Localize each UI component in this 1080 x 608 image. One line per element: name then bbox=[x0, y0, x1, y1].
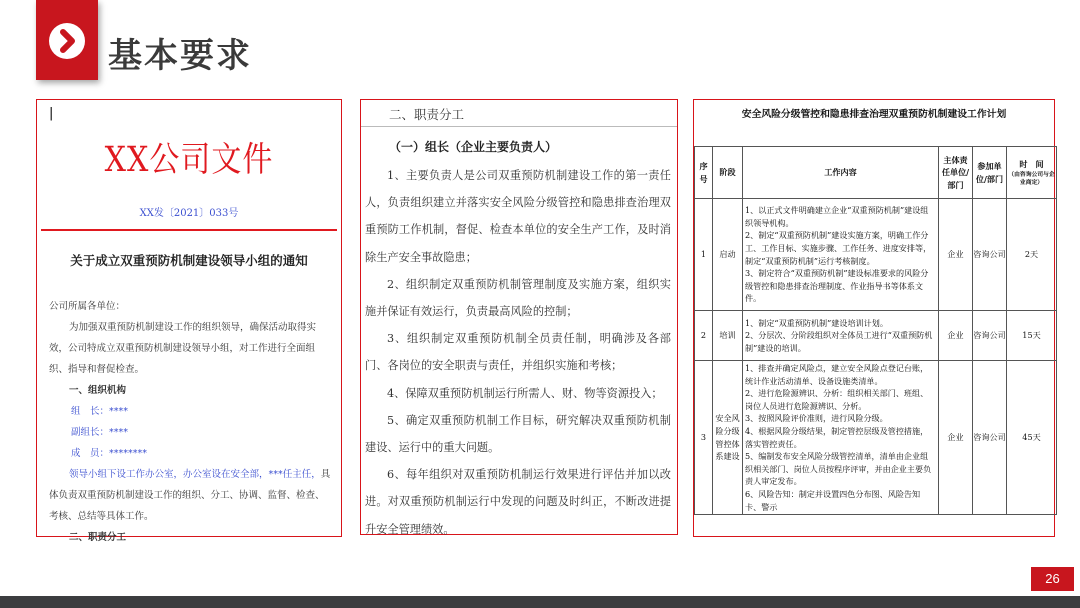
content-line: 3、制定符合“双重预防机制”建设标准要求的风险分级管控和隐患排查治理制度、作业指导书等体系文件。 bbox=[745, 268, 929, 304]
work-plan-panel bbox=[693, 99, 1055, 537]
company-document-panel bbox=[36, 99, 342, 543]
office-rest: 具体负责双重预防机制建设工作的组织、分工、协调、监督、检查、考核、总结等具体工作。 bbox=[49, 469, 331, 522]
chevron-right-icon bbox=[48, 22, 86, 60]
plan-table bbox=[694, 146, 1057, 515]
content-line: 4、根据风险分级结果，制定管控层级及管控措施，落实管控责任。 bbox=[745, 425, 929, 449]
page-number: 26 bbox=[1031, 567, 1074, 591]
plan-title: 安全风险分级管控和隐患排查治理双重预防机制建设工作计划 bbox=[741, 109, 1007, 120]
members-line: 成 员：******** bbox=[71, 448, 148, 459]
duty-item: 1、主要负责人是公司双重预防机制建设工作的第一责任人，负责组织建立并落实安全风险分级管控和隐患排查治理双重预防工作机制，督促、检查本单位的安全生产工作，及时消除生产安全事故隐患； bbox=[365, 169, 671, 264]
document-body bbox=[49, 296, 333, 548]
cell-owner: 企业 bbox=[939, 361, 973, 515]
page-title: 基本要求 bbox=[108, 36, 252, 76]
cell-content bbox=[743, 311, 939, 361]
col-header-partner: 参加单位/部门 bbox=[973, 147, 1007, 199]
cell-stage: 培训 bbox=[713, 311, 743, 361]
content-line: 2、制定“双重预防机制”建设实施方案，明确工作分工、工作目标、实施步骤、工作任务、进度安排等，制定“双重预防机制”运行考核制度。 bbox=[745, 230, 932, 266]
table-row bbox=[695, 311, 1057, 361]
cell-time: 15天 bbox=[1007, 311, 1057, 361]
notice-title: 关于成立双重预防机制建设领导小组的通知 bbox=[70, 253, 308, 268]
text-cursor: | bbox=[49, 106, 54, 121]
header-badge bbox=[36, 0, 98, 80]
table-row bbox=[695, 361, 1057, 515]
duty-item: 3、组织制定双重预防机制全员责任制，明确涉及各部门、各岗位的安全职责与责任，并组织实施和考核； bbox=[365, 332, 671, 373]
col-header-content: 工作内容 bbox=[743, 147, 939, 199]
office-prefix: 领导小组下设工作办公室，办公室设在安全部，***任主任， bbox=[69, 469, 321, 480]
cell-stage: 启动 bbox=[713, 199, 743, 311]
leader-line: 组 长：**** bbox=[71, 406, 129, 417]
time-header-note: （由咨询公司与企业商定） bbox=[1008, 171, 1055, 186]
cell-stage: 安全风险分级管控体系建设 bbox=[713, 361, 743, 515]
red-divider bbox=[41, 229, 337, 231]
cell-no: 1 bbox=[695, 199, 713, 311]
content-line: 1、排查并确定风险点，建立安全风险点登记台账，统计作业活动清单、设备设施类清单。 bbox=[745, 363, 929, 386]
cell-time: 45天 bbox=[1007, 361, 1057, 515]
cell-content bbox=[743, 361, 939, 515]
duty-item: 5、确定双重预防机制工作目标，研究解决双重预防机制建设、运行中的重大问题。 bbox=[365, 413, 671, 455]
bottom-bar bbox=[0, 596, 1080, 608]
office-paragraph bbox=[49, 464, 333, 527]
col-header-no: 序号 bbox=[695, 147, 713, 199]
cell-owner: 企业 bbox=[939, 199, 973, 311]
cell-no: 2 bbox=[695, 311, 713, 361]
table-row bbox=[695, 199, 1057, 311]
col-header-stage: 阶段 bbox=[713, 147, 743, 199]
duties-divider bbox=[361, 126, 677, 127]
time-header-label: 时 间 bbox=[1019, 159, 1044, 170]
duties-group-heading: （一）组长（企业主要负责人） bbox=[389, 140, 558, 154]
cell-partner: 咨询公司 bbox=[973, 361, 1007, 515]
cell-no: 3 bbox=[695, 361, 713, 515]
cell-content bbox=[743, 199, 939, 311]
cell-partner: 咨询公司 bbox=[973, 199, 1007, 311]
content-line: 1、以正式文件明确建立企业“双重预防机制”建设组织领导机构。 bbox=[745, 205, 929, 228]
duties-section-heading: 二、职责分工 bbox=[389, 107, 465, 122]
cell-owner: 企业 bbox=[939, 311, 973, 361]
duty-item: 2、组织制定双重预防机制管理制度及实施方案，组织实施并保证有效运行，负责最高风险的控制； bbox=[365, 277, 671, 319]
content-line: 2、进行危险源辨识、分析：组织相关部门、班组、岗位人员进行危险源辨识、分析。 bbox=[745, 388, 929, 411]
intro-paragraph: 为加强双重预防机制建设工作的组织领导，确保活动取得实效，公司特成立双重预防机制建设领导小组，对工作进行全面组织、指导和督促检查。 bbox=[49, 322, 317, 375]
content-line: 5、编制发布安全风险分级管控清单，清单由企业组织相关部门、岗位人员按程序评审，并由企业主要负责人审定发布。 bbox=[745, 451, 932, 487]
duties-panel bbox=[360, 99, 678, 535]
content-line: 6、风险告知：制定并设置四色分布图、风险告知卡、警示 bbox=[745, 488, 921, 512]
document-number: XX发〔2021〕033号 bbox=[139, 208, 239, 219]
duties-list bbox=[365, 162, 671, 543]
duty-item: 4、保障双重预防机制运行所需人、财、物等资源投入； bbox=[387, 386, 663, 400]
content-line: 3、按照风险评价准则，进行风险分级。 bbox=[745, 413, 888, 424]
document-org-title: XX公司文件 bbox=[104, 139, 274, 181]
content-line: 1、制定“双重预防机制”建设培训计划。 bbox=[745, 317, 888, 328]
col-header-owner: 主体责任单位/部门 bbox=[939, 147, 973, 199]
deputy-line: 副组长：**** bbox=[71, 427, 129, 438]
duty-item: 6、每年组织对双重预防机制运行效果进行评估并加以改进。对双重预防机制运行中发现的问题及时纠正，不断改进提升安全管理绩效。 bbox=[365, 468, 671, 536]
salutation: 公司所属各单位： bbox=[49, 301, 126, 312]
cell-partner: 咨询公司 bbox=[973, 311, 1007, 361]
table-header-row bbox=[695, 147, 1057, 199]
section-heading-duties: 二、职责分工 bbox=[69, 532, 127, 543]
section-heading-org: 一、组织机构 bbox=[69, 385, 127, 396]
content-line: 2、分层次、分阶段组织对全体员工进行“双重预防机制”建设的培训。 bbox=[745, 330, 933, 353]
col-header-time bbox=[1007, 147, 1057, 199]
cell-time: 2天 bbox=[1007, 199, 1057, 311]
